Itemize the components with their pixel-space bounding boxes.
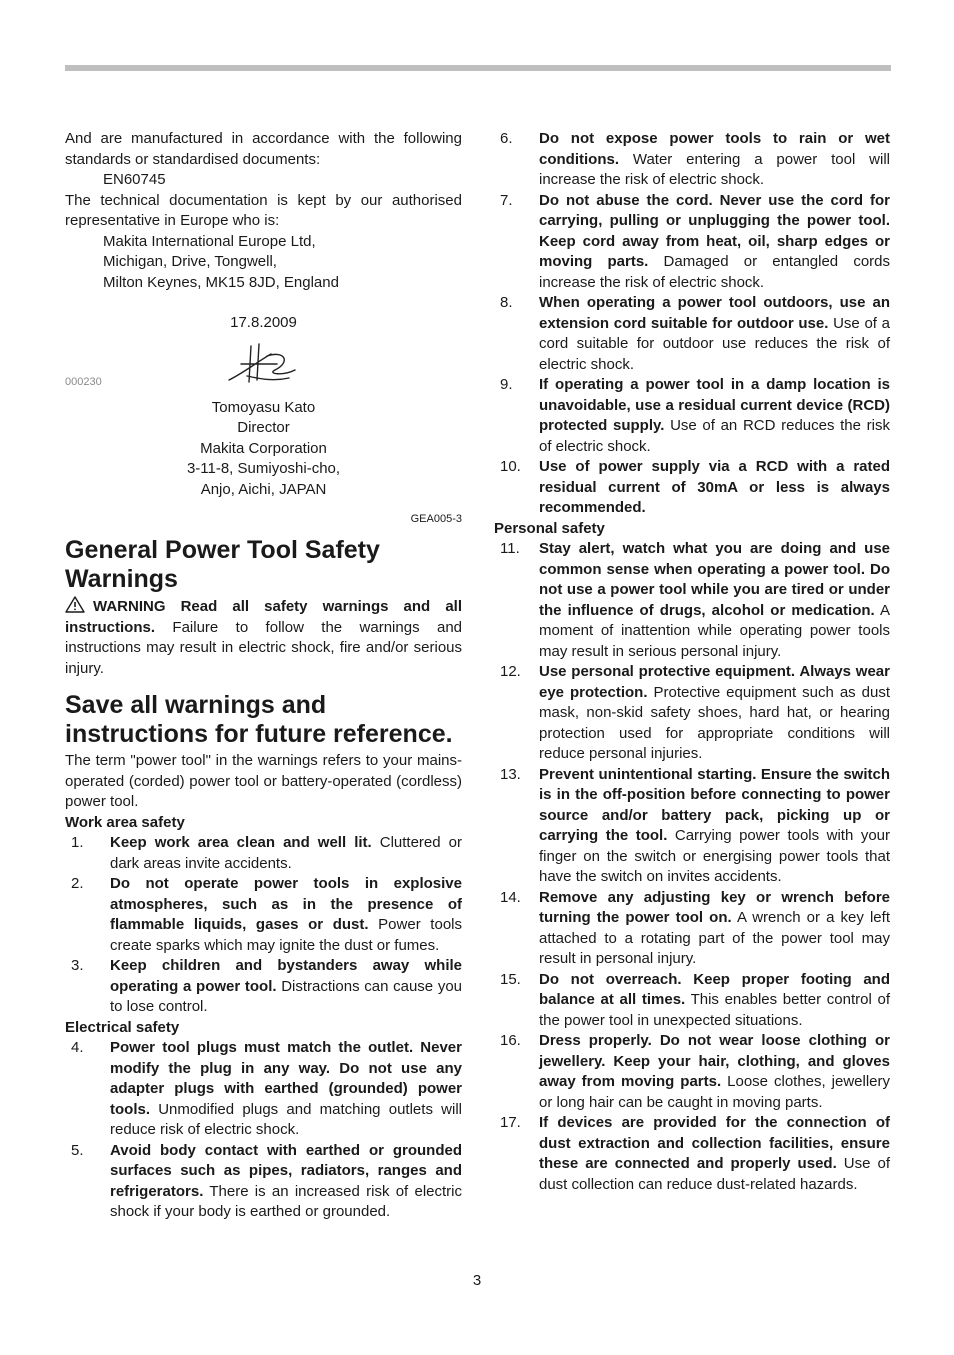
warning-paragraph <box>65 596 462 679</box>
item-number: 3. <box>71 957 84 974</box>
section-heading-electrical: Electrical safety <box>65 1018 180 1036</box>
item-text: Distractions can cause you to lose control. <box>110 977 463 1015</box>
warning-icon <box>65 596 85 613</box>
power-tool-term-text: The term "power tool" in the warnings refers to your mains-operated (corded) power tool or battery-operated (cordless) power tool. <box>65 752 462 810</box>
intro-standards-text: And are manufactured in accordance with the following standards or standardised documents: <box>65 130 462 168</box>
item-number: 10. <box>500 458 521 475</box>
item-bold: If devices are provided for the connection of dust extraction and collection facilities, ensure these are connected and properly used. <box>539 1114 890 1172</box>
list-item <box>494 1113 890 1195</box>
document-code: 000230 <box>65 375 102 388</box>
item-number: 14. <box>500 888 521 906</box>
rep-line: Milton Keynes, MK15 8JD, England <box>103 273 339 291</box>
item-number: 4. <box>71 1039 84 1056</box>
signature-block <box>65 334 462 398</box>
item-number: 6. <box>500 130 513 147</box>
page-title: General Power Tool Safety Warnings <box>65 536 380 593</box>
list-item <box>494 970 890 1032</box>
item-number: 13. <box>500 765 521 783</box>
list-item <box>494 129 890 191</box>
rep-line: Michigan, Drive, Tongwell, <box>103 253 277 270</box>
item-bold: Stay alert, watch what you are doing and use common sense when operating a power tool. Do not use a power tool while you are tired or under the influence of drugs, alcohol or medication. <box>539 540 890 619</box>
item-number: 8. <box>500 294 513 311</box>
list-item <box>65 1038 462 1141</box>
section-code: GEA005-3 <box>410 513 462 525</box>
item-bold: Power tool plugs must match the outlet. Never modify the plug in any way. Do not use any adapter plugs with earthed (grounded) power tools. <box>110 1039 462 1118</box>
warning-bold: WARNING Read all safety warnings and all instructions. <box>65 598 462 636</box>
item-text: This enables better control of the power tool in unexpected situations. <box>539 991 890 1029</box>
item-text: Use of a cord suitable for outdoor use reduces the risk of electric shock. <box>539 314 891 373</box>
item-bold: Keep work area clean and well lit. <box>110 834 372 851</box>
item-number: 5. <box>71 1141 84 1159</box>
list-item <box>494 375 890 457</box>
item-bold: Remove any adjusting key or wrench before turning the power tool on. <box>539 888 890 926</box>
item-bold: Do not overreach. Keep proper footing and balance at all times. <box>539 970 890 1008</box>
list-item <box>494 539 890 662</box>
item-bold: Avoid body contact with earthed or grounded surfaces such as pipes, radiators, ranges and refrigerators. <box>110 1141 462 1200</box>
item-text: Damaged or entangled cords increase the risk of electric shock. <box>539 253 890 291</box>
item-number: 11. <box>500 540 520 557</box>
signer-line: Makita Corporation <box>200 439 327 457</box>
item-text: Cluttered or dark areas invite accidents. <box>110 834 462 872</box>
signer-line: Anjo, Aichi, JAPAN <box>200 480 327 498</box>
item-text: Use of an RCD reduces the risk of electric shock. <box>539 417 890 455</box>
item-number: 7. <box>500 191 513 209</box>
list-item <box>494 1031 890 1113</box>
item-text: There is an increased risk of electric shock if your body is earthed or grounded. <box>110 1182 462 1220</box>
item-bold: Prevent unintentional starting. Ensure the switch is in the off-position before connecting to power source and/or battery pack, picking up or carrying the tool. <box>539 765 890 844</box>
item-bold: Use of power supply via a RCD with a rated residual current of 30mA or less is always recommended. <box>539 458 890 516</box>
list-item <box>65 956 462 1018</box>
signer-line: Tomoyasu Kato <box>211 398 316 416</box>
item-bold: Do not operate power tools in explosive atmospheres, such as in the presence of flammable liquids, gases or dust. <box>110 875 462 933</box>
warning-text: Failure to follow the warnings and instructions may result in electric shock, fire and/or serious injury. <box>65 618 462 677</box>
save-instructions-heading: Save all warnings and instructions for future reference. <box>65 691 453 748</box>
item-bold: If operating a power tool in a damp location is unavoidable, use a residual current device (RCD) protected supply. <box>539 376 890 434</box>
item-number: 12. <box>500 663 521 680</box>
standard-code: EN60745 <box>103 171 166 188</box>
item-bold: When operating a power tool outdoors, use an extension cord suitable for outdoor use. <box>539 294 890 332</box>
item-bold: Use personal protective equipment. Always wear eye protection. <box>539 663 890 701</box>
item-bold: Do not abuse the cord. Never use the cord for carrying, pulling or unplugging the power tool. Keep cord away from heat, oil, sharp edges or moving parts. <box>539 191 890 270</box>
signature-image <box>227 342 299 386</box>
item-number: 9. <box>500 376 513 393</box>
item-number: 15. <box>500 970 521 988</box>
list-item <box>65 1141 462 1223</box>
page-number: 3 <box>472 1272 482 1289</box>
declaration-date: 17.8.2009 <box>230 314 297 331</box>
intro-documentation-text: The technical documentation is kept by our authorised representative in Europe who is: <box>65 191 462 229</box>
item-text: Loose clothes, jewellery or long hair can be caught in moving parts. <box>539 1073 891 1111</box>
list-item <box>494 765 890 888</box>
list-item <box>494 457 890 519</box>
section-heading-work-area: Work area safety <box>65 813 185 831</box>
left-column <box>65 129 462 1223</box>
item-text: Power tools create sparks which may ignite the dust or fumes. <box>110 916 462 954</box>
item-text: Protective equipment such as dust mask, non-skid safety shoes, hard hat, or hearing protection used for appropriate conditions will reduce personal injuries. <box>539 683 890 762</box>
item-bold: Dress properly. Do not wear loose clothing or jewellery. Keep your hair, clothing, and gloves away from moving parts. <box>539 1032 890 1090</box>
item-text: A wrench or a key left attached to a rotating part of the power tool may result in personal injury. <box>539 909 890 967</box>
header-rule <box>65 65 891 71</box>
item-text: Use of dust collection can reduce dust-related hazards. <box>539 1155 890 1193</box>
signer-line: 3-11-8, Sumiyoshi-cho, <box>186 460 341 477</box>
list-item <box>65 833 462 874</box>
list-item <box>494 191 890 294</box>
item-number: 16. <box>500 1032 521 1049</box>
item-number: 1. <box>71 834 84 851</box>
right-column <box>494 129 890 1195</box>
item-number: 2. <box>71 875 84 892</box>
item-number: 17. <box>500 1114 521 1131</box>
item-text: A moment of inattention while operating power tools may result in serious personal injury. <box>539 601 890 660</box>
signer-line: Director <box>237 419 290 436</box>
section-heading-personal: Personal safety <box>494 519 605 537</box>
list-item <box>494 293 890 375</box>
item-text: Unmodified plugs and matching outlets will reduce risk of electric shock. <box>110 1100 462 1138</box>
item-bold: Do not expose power tools to rain or wet conditions. <box>539 130 890 168</box>
item-text: Water entering a power tool will increase the risk of electric shock. <box>539 150 890 188</box>
item-bold: Keep children and bystanders away while operating a power tool. <box>110 957 462 995</box>
item-text: Carrying power tools with your finger on the switch or energising power tools that have the switch on invites accidents. <box>539 827 890 885</box>
list-item <box>494 888 890 970</box>
list-item <box>65 874 462 956</box>
rep-line: Makita International Europe Ltd, <box>103 232 316 250</box>
list-item <box>494 662 890 765</box>
